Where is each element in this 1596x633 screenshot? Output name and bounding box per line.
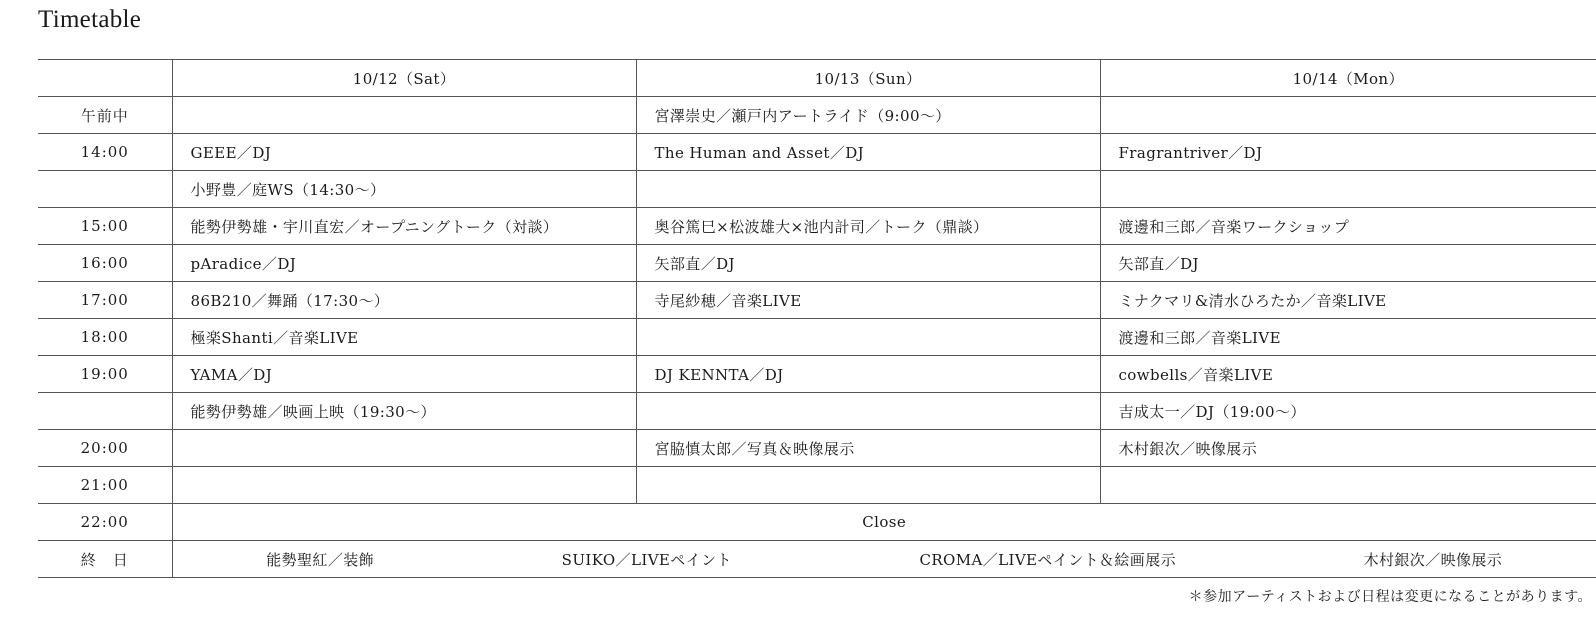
event-cell: 宮脇慎太郎／写真＆映像展示 (636, 430, 1100, 467)
event-cell: YAMA／DJ (172, 356, 636, 393)
time-cell (38, 393, 172, 430)
allday-items (173, 549, 1596, 570)
allday-item: CROMA／LIVEペイント＆絵画展示 (919, 550, 1176, 569)
table-row (38, 430, 1596, 467)
event-cell (1100, 467, 1596, 504)
table-row (38, 393, 1596, 430)
event-cell: 渡邊和三郎／音楽LIVE (1100, 319, 1596, 356)
event-cell (1100, 171, 1596, 208)
allday-row (38, 541, 1596, 578)
event-cell: 奥谷篤巳×松波雄大×池内計司／トーク（鼎談） (636, 208, 1100, 245)
event-cell: 吉成太一／DJ（19:00～） (1100, 393, 1596, 430)
event-cell: 小野豊／庭WS（14:30～） (172, 171, 636, 208)
event-cell: 宮澤崇史／瀬戸内アートライド（9:00～） (636, 97, 1100, 134)
time-cell: 16:00 (38, 245, 172, 282)
allday-cell (172, 541, 1596, 578)
footnote: ＊参加アーティストおよび日程は変更になることがあります。 (1188, 589, 1592, 605)
time-cell: 14:00 (38, 134, 172, 171)
table-row (38, 356, 1596, 393)
close-cell: Close (172, 504, 1596, 541)
allday-item: 木村銀次／映像展示 (1363, 550, 1503, 569)
event-cell: GEEE／DJ (172, 134, 636, 171)
event-cell: 86B210／舞踊（17:30～） (172, 282, 636, 319)
table-row (38, 245, 1596, 282)
event-cell: DJ KENNTA／DJ (636, 356, 1100, 393)
time-cell: 18:00 (38, 319, 172, 356)
event-cell: 木村銀次／映像展示 (1100, 430, 1596, 467)
table-row (38, 282, 1596, 319)
event-cell: Fragrantriver／DJ (1100, 134, 1596, 171)
table-row (38, 171, 1596, 208)
day-header-3: 10/14（Mon） (1100, 60, 1596, 97)
time-cell: 20:00 (38, 430, 172, 467)
timetable (38, 59, 1596, 578)
time-cell (38, 171, 172, 208)
event-cell: 能勢伊勢雄／映画上映（19:30～） (172, 393, 636, 430)
event-cell: 渡邊和三郎／音楽ワークショップ (1100, 208, 1596, 245)
event-cell (636, 393, 1100, 430)
time-cell: 19:00 (38, 356, 172, 393)
table-row (38, 97, 1596, 134)
event-cell: 寺尾紗穂／音楽LIVE (636, 282, 1100, 319)
event-cell (172, 97, 636, 134)
time-cell: 22:00 (38, 504, 172, 541)
table-row (38, 319, 1596, 356)
event-cell: 能勢伊勢雄・宇川直宏／オープニングトーク（対談） (172, 208, 636, 245)
event-cell (636, 171, 1100, 208)
event-cell: 矢部直／DJ (1100, 245, 1596, 282)
time-cell: 15:00 (38, 208, 172, 245)
event-cell (172, 467, 636, 504)
table-row (38, 134, 1596, 171)
time-cell: 17:00 (38, 282, 172, 319)
time-cell: 午前中 (38, 97, 172, 134)
event-cell: pAradice／DJ (172, 245, 636, 282)
close-row (38, 504, 1596, 541)
event-cell (172, 430, 636, 467)
table-row (38, 467, 1596, 504)
corner-cell (38, 60, 172, 97)
day-header-1: 10/12（Sat） (172, 60, 636, 97)
event-cell (636, 467, 1100, 504)
time-cell: 21:00 (38, 467, 172, 504)
allday-item: SUIKO／LIVEペイント (561, 550, 732, 569)
table-row (38, 208, 1596, 245)
event-cell: The Human and Asset／DJ (636, 134, 1100, 171)
page-title: Timetable (38, 6, 142, 33)
event-cell: ミナクマリ&清水ひろたか／音楽LIVE (1100, 282, 1596, 319)
event-cell: 矢部直／DJ (636, 245, 1100, 282)
allday-item: 能勢聖紅／装飾 (266, 550, 375, 569)
header-row (38, 60, 1596, 97)
allday-label: 終 日 (38, 541, 172, 578)
event-cell (636, 319, 1100, 356)
event-cell (1100, 97, 1596, 134)
event-cell: 極楽Shanti／音楽LIVE (172, 319, 636, 356)
event-cell: cowbells／音楽LIVE (1100, 356, 1596, 393)
day-header-2: 10/13（Sun） (636, 60, 1100, 97)
